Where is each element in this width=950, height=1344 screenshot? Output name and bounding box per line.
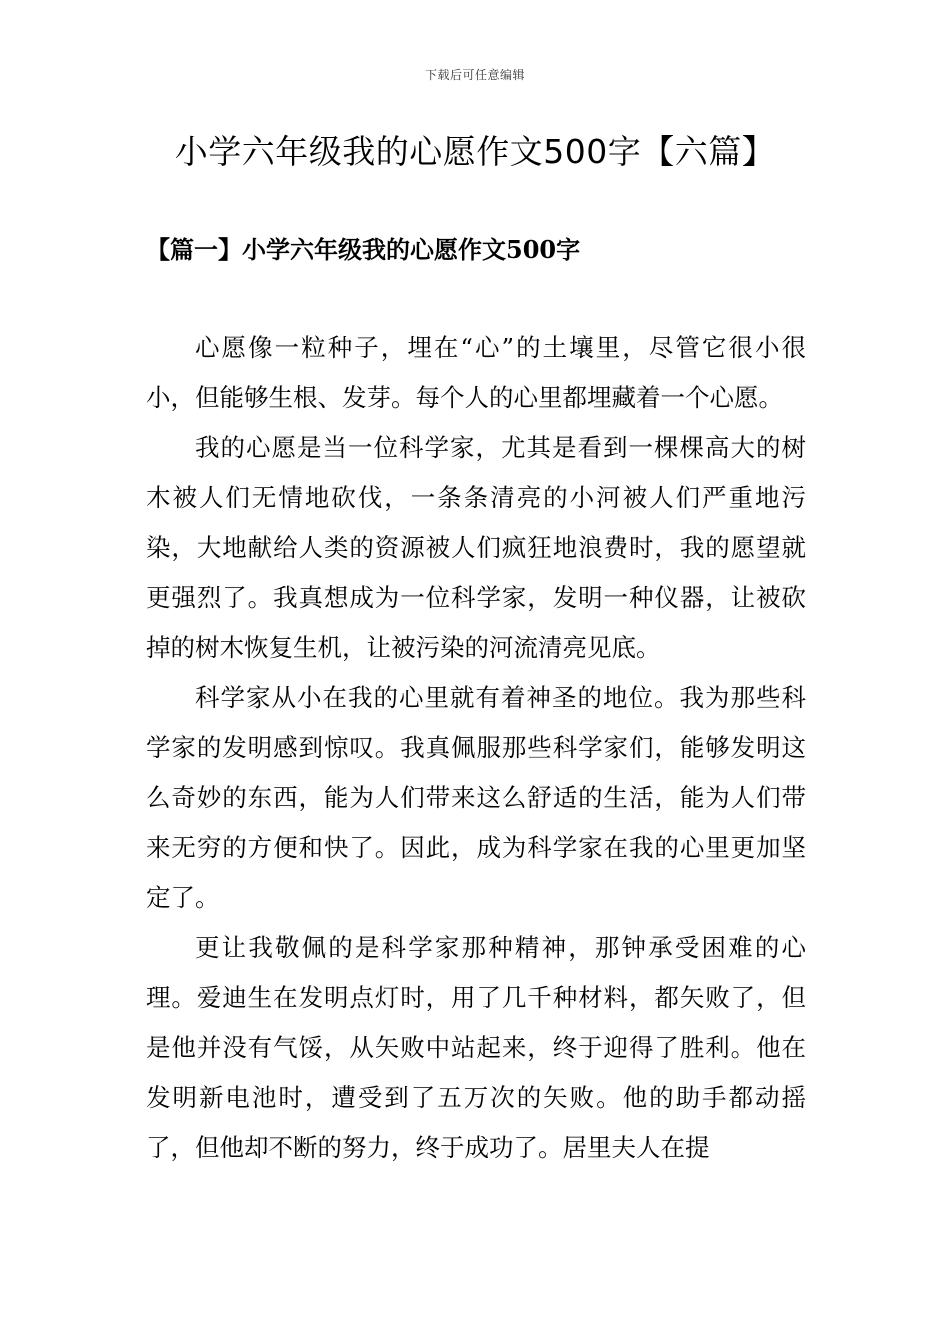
document-title: 小学六年级我的心愿作文500字【六篇】 (174, 132, 776, 171)
paragraph: 更让我敬佩的是科学家那种精神，那钟承受困难的心理。爱迪生在发明点灯时，用了几千种材料，都矢败了，但是他并没有气馁，从矢败中站起来，终于迎得了胜利。他在发明新电池时，遭受到了五万次的矢败。他的助手都动摇了，但他却不断的努力，终于成功了。居里夫人在提 (146, 933, 806, 1162)
paragraph: 科学家从小在我的心里就有着神圣的地位。我为那些科学家的发明感到惊叹。我真佩服那些科学家们，能够发明这么奇妙的东西，能为人们带来这么舒适的生活，能为人们带来无穷的方便和快了。因此，成为科学家在我的心里更加坚定了。 (146, 683, 806, 912)
document-body (146, 323, 806, 1173)
header-note: 下载后可任意编辑 (424, 68, 525, 82)
section-heading: 【篇一】小学六年级我的心愿作文500字 (146, 235, 581, 264)
paragraph: 我的心愿是当一位科学家，尤其是看到一棵棵高大的树木被人们无情地砍伐，一条条清亮的小河被人们严重地污染，大地献给人类的资源被人们疯狂地浪费时，我的愿望就更强烈了。我真想成为一位科学家，发明一种仪器，让被砍掉的树木恢复生机，让被污染的河流清亮见底。 (146, 433, 806, 662)
paragraph: 心愿像一粒种子，埋在“心”的土壤里，尽管它很小很小，但能够生根、发芽。每个人的心里都埋藏着一个心愿。 (146, 333, 806, 412)
